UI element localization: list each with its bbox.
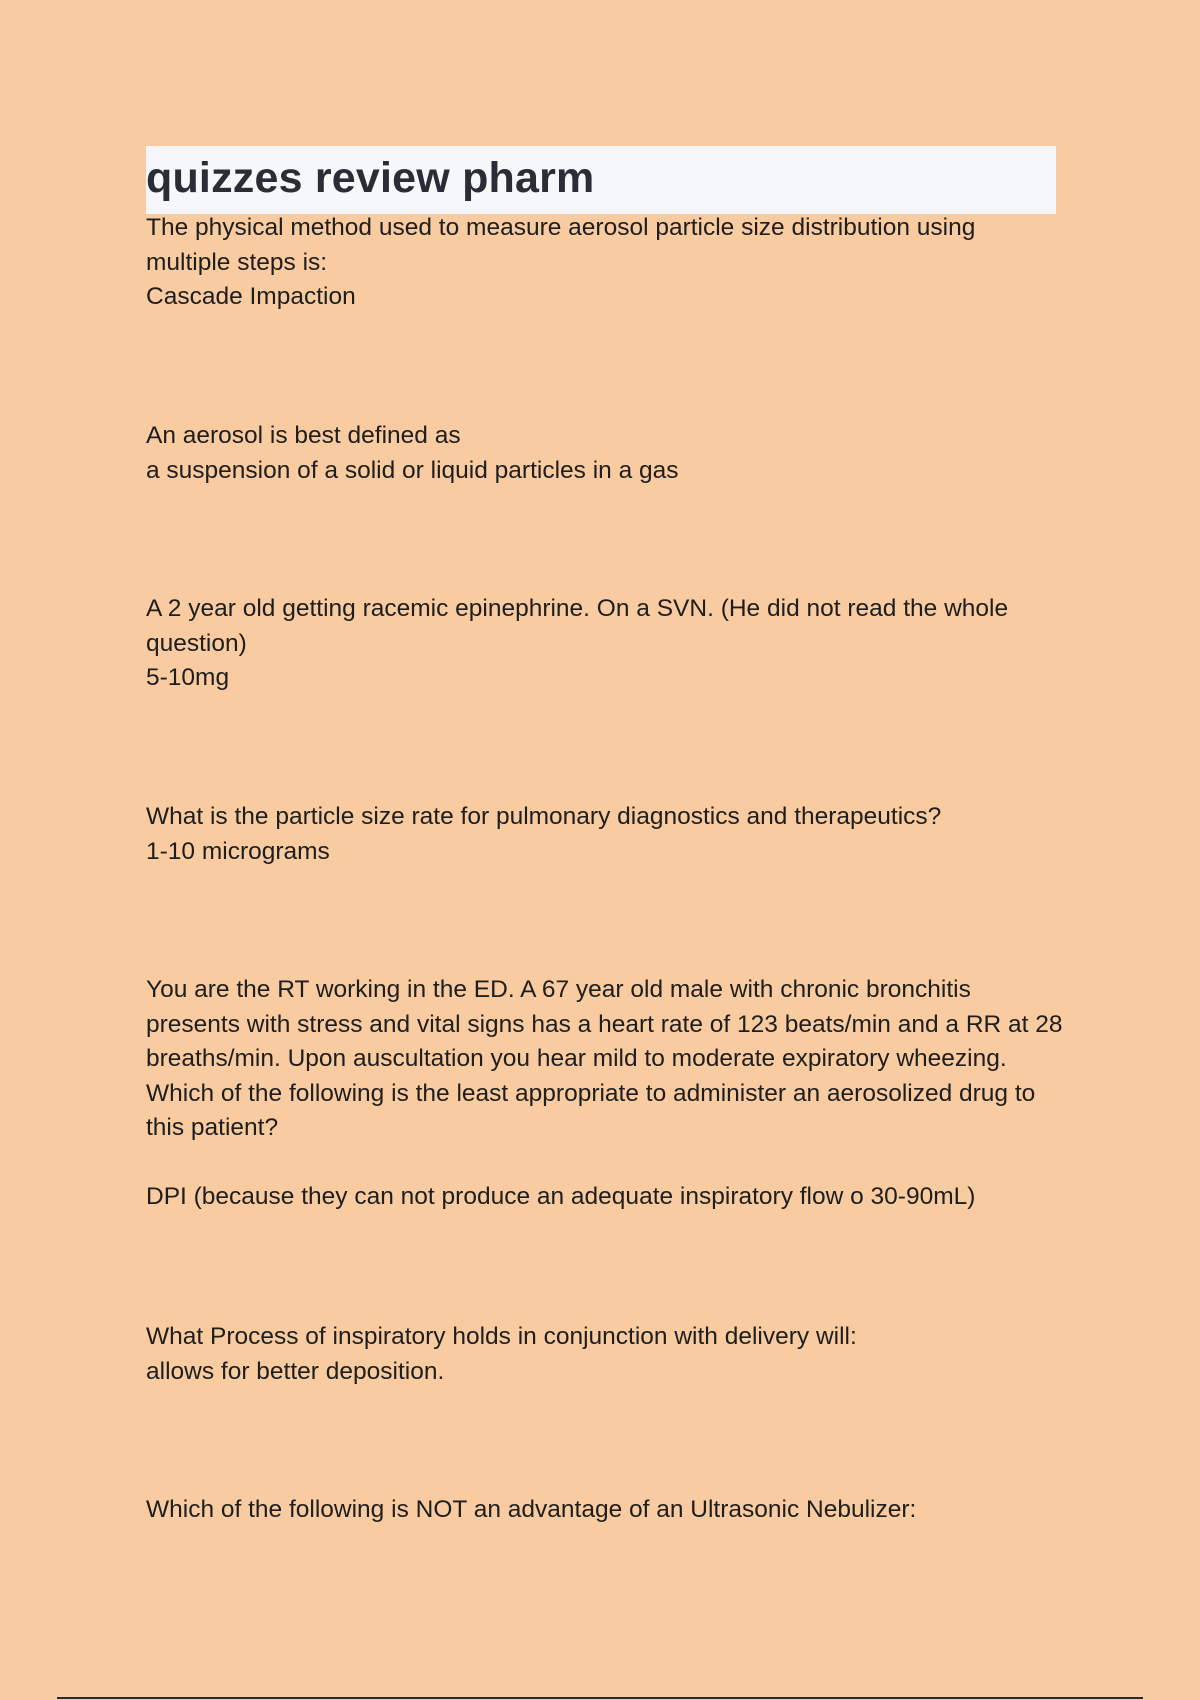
page-bottom-rule: [57, 1697, 1143, 1699]
qa-item: [146, 419, 1066, 488]
question-text: What is the particle size rate for pulmonary diagnostics and therapeutics?: [146, 803, 942, 830]
paragraph-gap: [146, 1146, 1066, 1181]
answer-text: DPI (because they can not produce an adequate inspiratory flow o 30-90mL): [146, 1183, 976, 1210]
answer-text: Cascade Impaction: [146, 283, 356, 310]
qa-item: [146, 592, 1066, 696]
answer-text: 5-10mg: [146, 664, 230, 691]
qa-item: [146, 800, 1066, 869]
question-text: What Process of inspiratory holds in conjunction with delivery will:: [146, 1323, 857, 1350]
question-text: You are the RT working in the ED. A 67 year old male with chronic bronchitis presents with stress and vital signs has a heart rate of 123 beats/min and a RR at 28 breaths/min. Upon auscultation you hear mild to moderate expiratory wheezing. Which of the following is the least appropriate to administer an aerosolized drug to this patient?: [146, 976, 1063, 1141]
qa-item: [146, 973, 1066, 1215]
qa-item: [146, 1493, 1066, 1528]
question-text: An aerosol is best defined as: [146, 422, 461, 449]
qa-item: [146, 1320, 1066, 1389]
answer-text: 1-10 micrograms: [146, 837, 330, 865]
question-text: Which of the following is NOT an advantage of an Ultrasonic Nebulizer:: [146, 1496, 917, 1523]
question-text: A 2 year old getting racemic epinephrine. On a SVN. (He did not read the whole question): [146, 595, 1009, 657]
page-title: quizzes review pharm: [146, 154, 595, 202]
answer-text: a suspension of a solid or liquid particles in a gas: [146, 456, 679, 484]
title-banner: [146, 146, 1056, 214]
question-text: The physical method used to measure aerosol particle size distribution using multiple steps is:: [146, 214, 976, 276]
qa-item: [146, 211, 1066, 315]
answer-text: allows for better deposition.: [146, 1357, 445, 1385]
